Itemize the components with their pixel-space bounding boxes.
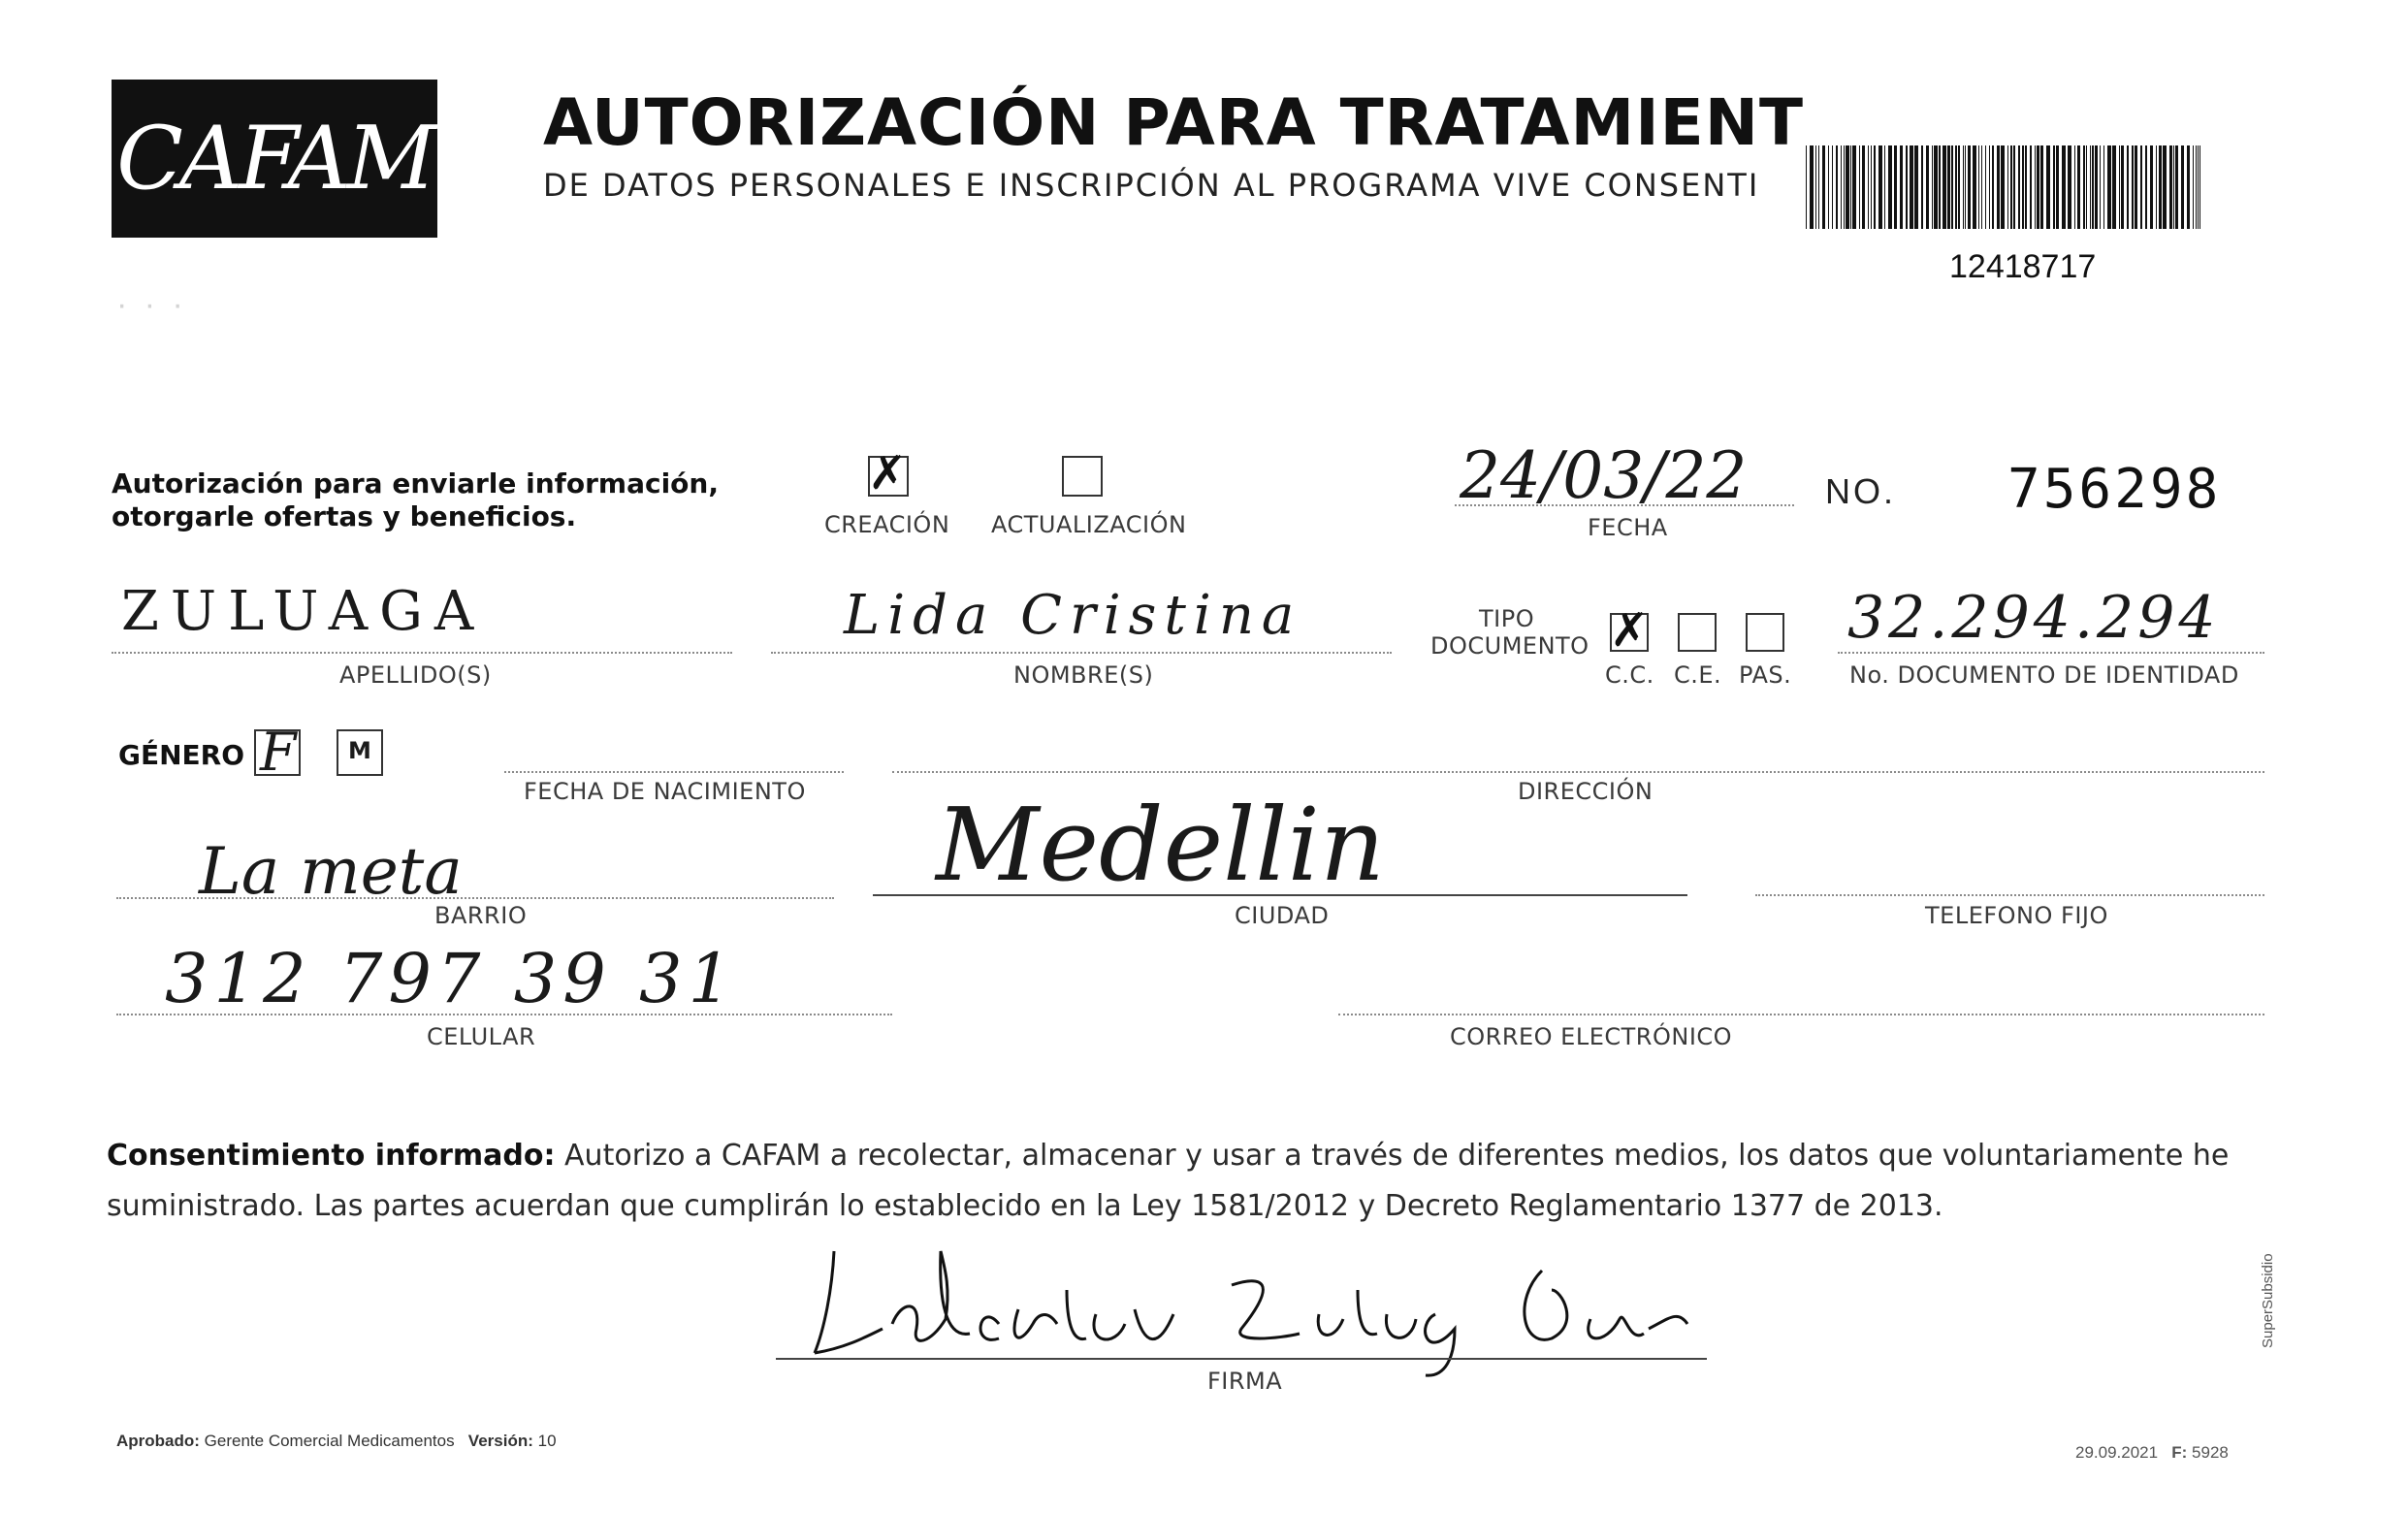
barcode-bar — [1888, 145, 1892, 229]
barcode-bar — [1981, 145, 1982, 229]
fecha-line — [1455, 504, 1794, 506]
barcode-bar — [2056, 145, 2059, 229]
nombre-value[interactable]: Lida Cristina — [844, 584, 1302, 647]
barcode-bar — [1841, 145, 1842, 229]
barcode-bar — [2132, 145, 2134, 229]
direccion-label: DIRECCIÓN — [1518, 778, 1653, 805]
barcode-bar — [2119, 145, 2120, 229]
correo-label: CORREO ELECTRÓNICO — [1450, 1023, 1733, 1050]
apellido-value[interactable]: ZULUAGA — [121, 580, 486, 643]
apellido-line — [112, 652, 732, 654]
fecha-nacimiento-line — [504, 771, 844, 773]
celular-label: CELULAR — [427, 1023, 536, 1050]
barcode-bar — [2062, 145, 2066, 229]
barcode-bar — [2090, 145, 2091, 229]
barcode-bar — [2112, 145, 2116, 229]
pas-label: PAS. — [1739, 661, 1792, 689]
barcode-bar — [1874, 145, 1876, 229]
barcode-bar — [1859, 145, 1860, 229]
document-line — [1838, 652, 2264, 654]
fecha-nacimiento-label: FECHA DE NACIMIENTO — [524, 778, 806, 805]
barcode-bar — [1832, 145, 1833, 229]
barcode-bar — [2030, 145, 2032, 229]
footer-date-code — [2075, 1443, 2229, 1463]
barcode-bar — [1947, 145, 1950, 229]
document-subtitle: DE DATOS PERSONALES E INSCRIPCIÓN AL PROGRAMA VIVE CONSENTI — [543, 167, 1760, 204]
barcode-bar — [1973, 145, 1976, 229]
barcode-bar — [1978, 145, 1979, 229]
form-number: 756298 — [2007, 458, 2222, 521]
barcode-bar — [1852, 145, 1856, 229]
tipo-documento-label-1: TIPO — [1479, 605, 1535, 632]
barcode-bar — [2022, 145, 2024, 229]
tipo-documento-label-2: DOCUMENTO — [1430, 632, 1589, 660]
barrio-line — [116, 897, 834, 899]
barcode-bar — [1965, 145, 1966, 229]
barcode-bar — [1884, 145, 1885, 229]
firma-label: FIRMA — [1207, 1368, 1283, 1395]
barcode-bar — [2040, 145, 2043, 229]
barcode-bar — [1951, 145, 1953, 229]
barcode-bar — [2107, 145, 2111, 229]
barcode-bar — [2077, 145, 2080, 229]
barcode-bar — [2083, 145, 2085, 229]
barcode-bar — [1997, 145, 2000, 229]
barcode-bar — [2037, 145, 2039, 229]
barcode-bar — [2135, 145, 2137, 229]
code-value: 5928 — [2192, 1443, 2229, 1462]
fecha-label: FECHA — [1588, 514, 1668, 541]
barcode-bar — [1921, 145, 1923, 229]
barcode-bar — [2187, 145, 2190, 229]
direccion-line — [892, 771, 2264, 773]
barcode-bar — [2074, 145, 2075, 229]
barcode-bar — [2163, 145, 2167, 229]
barcode-bar — [2095, 145, 2098, 229]
barcode-bar — [2035, 145, 2036, 229]
genero-label: GÉNERO — [118, 739, 245, 771]
barcode-bar — [2181, 145, 2184, 229]
barcode-bar — [2092, 145, 2094, 229]
barcode-bar — [2010, 145, 2012, 229]
telefono-label: TELEFONO FIJO — [1925, 902, 2108, 929]
barcode-bar — [2086, 145, 2087, 229]
barcode-bar — [1871, 145, 1872, 229]
barcode-bar — [1932, 145, 1933, 229]
barcode-bar — [2001, 145, 2005, 229]
barcode-bar — [1992, 145, 1994, 229]
barcode-bar — [2199, 145, 2200, 229]
barcode-bar — [1828, 145, 1829, 229]
document-number[interactable]: 32.294.294 — [1847, 584, 2220, 652]
barcode-bar — [2013, 145, 2015, 229]
barcode-bar — [1894, 145, 1897, 229]
consent-heading: Consentimiento informado: — [107, 1139, 556, 1173]
footer-date: 29.09.2021 — [2075, 1443, 2159, 1462]
celular-line — [116, 1014, 892, 1015]
check-mark-icon: ✗ — [1610, 603, 1650, 658]
barcode-bar — [2007, 145, 2008, 229]
barcode-bar — [2100, 145, 2101, 229]
barcode-bar — [2025, 145, 2027, 229]
barcode-bar — [1850, 145, 1851, 229]
celular-value[interactable]: 312 797 39 31 — [165, 939, 738, 1018]
barcode — [1806, 145, 2205, 229]
barcode-bar — [1906, 145, 1908, 229]
pas-checkbox[interactable] — [1746, 613, 1784, 652]
barcode-bar — [1934, 145, 1938, 229]
cafam-logo — [112, 80, 437, 238]
logo-text: CAFAM — [116, 108, 433, 209]
authorization-text — [112, 467, 719, 533]
barcode-bar — [2173, 145, 2174, 229]
consent-text: Autorizo a CAFAM a recolectar, almacenar y usar a través de diferentes medios, los datos que voluntariamente he suministrado. Las partes acuerdan que cumplirán lo establecido en la Ley 1581/2012 y Decreto Reglamentario 1377 de 2013. — [107, 1139, 2230, 1223]
barcode-bar — [2103, 145, 2104, 229]
version-value: 10 — [537, 1432, 557, 1450]
genero-f-mark: F — [260, 722, 297, 783]
barcode-bar — [2169, 145, 2172, 229]
nombre-line — [771, 652, 1392, 654]
ciudad-value[interactable]: Medellin — [936, 786, 1385, 904]
document-title: AUTORIZACIÓN PARA TRATAMIENT — [543, 85, 1805, 160]
creacion-checkbox[interactable] — [868, 446, 909, 500]
check-mark-icon: ✗ — [868, 446, 908, 500]
barcode-bar — [2150, 145, 2153, 229]
side-watermark: SuperSubsidio — [2260, 1253, 2276, 1348]
barrio-label: BARRIO — [434, 902, 528, 929]
barcode-bar — [1985, 145, 1986, 229]
barcode-bar — [1822, 145, 1825, 229]
barcode-bar — [1939, 145, 1941, 229]
version-label: Versión: — [467, 1432, 533, 1450]
firma-line — [776, 1358, 1707, 1360]
barcode-bar — [1868, 145, 1869, 229]
cc-checkbox[interactable] — [1610, 603, 1650, 658]
barcode-number: 12418717 — [1949, 248, 2097, 285]
cc-label: C.C. — [1605, 661, 1654, 689]
barcode-bar — [1942, 145, 1946, 229]
barrio-value[interactable]: La meta — [199, 834, 463, 909]
creacion-label: CREACIÓN — [824, 511, 950, 538]
barcode-bar — [1846, 145, 1849, 229]
form-no-label: NO. — [1825, 471, 1897, 511]
footer-approval — [116, 1432, 557, 1451]
faded-stamp: · · · — [116, 286, 187, 323]
nombre-label: NOMBRE(S) — [1013, 661, 1154, 689]
ciudad-line — [873, 894, 1687, 896]
barcode-bar — [2193, 145, 2194, 229]
ciudad-label: CIUDAD — [1235, 902, 1330, 929]
barcode-bar — [1818, 145, 1819, 229]
barcode-bar — [2175, 145, 2178, 229]
barcode-bar — [2053, 145, 2055, 229]
authorization-line-2: otorgarle ofertas y beneficios. — [112, 500, 577, 532]
barcode-bar — [1836, 145, 1838, 229]
aprobado-value: Gerente Comercial Medicamentos — [204, 1432, 455, 1450]
barcode-bar — [1963, 145, 1964, 229]
fecha-value[interactable]: 24/03/22 — [1460, 438, 1748, 513]
barcode-bar — [1815, 145, 1816, 229]
barcode-bar — [2127, 145, 2129, 229]
signature[interactable] — [776, 1232, 1707, 1377]
barcode-bar — [2018, 145, 2020, 229]
barcode-bar — [1989, 145, 1990, 229]
genero-f-box[interactable] — [254, 722, 301, 783]
barcode-bar — [2121, 145, 2124, 229]
aprobado-label: Aprobado: — [116, 1432, 200, 1450]
genero-m-box[interactable] — [337, 729, 383, 776]
barcode-bar — [1862, 145, 1865, 229]
actualizacion-checkbox[interactable] — [1062, 456, 1103, 497]
barcode-bar — [1955, 145, 1957, 229]
barcode-bar — [2068, 145, 2071, 229]
barcode-bar — [2145, 145, 2147, 229]
barcode-bar — [2140, 145, 2142, 229]
barcode-bar — [1810, 145, 1814, 229]
barcode-bar — [2159, 145, 2162, 229]
apellido-label: APELLIDO(S) — [339, 661, 492, 689]
ce-label: C.E. — [1674, 661, 1722, 689]
barcode-bar — [1900, 145, 1903, 229]
barcode-bar — [1844, 145, 1845, 229]
barcode-bar — [1878, 145, 1882, 229]
authorization-line-1: Autorización para enviarle información, — [112, 467, 719, 499]
correo-line — [1338, 1014, 2264, 1015]
code-label: F: — [2171, 1443, 2188, 1462]
barcode-bar — [1968, 145, 1971, 229]
barcode-bar — [2046, 145, 2050, 229]
telefono-line — [1755, 894, 2264, 896]
barcode-bar — [2156, 145, 2157, 229]
ce-checkbox[interactable] — [1678, 613, 1717, 652]
barcode-bar — [2198, 145, 2199, 229]
consent-paragraph — [107, 1131, 2279, 1232]
barcode-bar — [1806, 145, 1807, 229]
genero-m-label: M — [348, 737, 371, 764]
barcode-bar — [1926, 145, 1929, 229]
barcode-bar — [1914, 145, 1918, 229]
document-label: No. DOCUMENTO DE IDENTIDAD — [1849, 661, 2239, 689]
actualizacion-label: ACTUALIZACIÓN — [991, 511, 1187, 538]
barcode-bar — [1910, 145, 1913, 229]
barcode-bar — [1958, 145, 1960, 229]
barcode-bar — [2196, 145, 2197, 229]
